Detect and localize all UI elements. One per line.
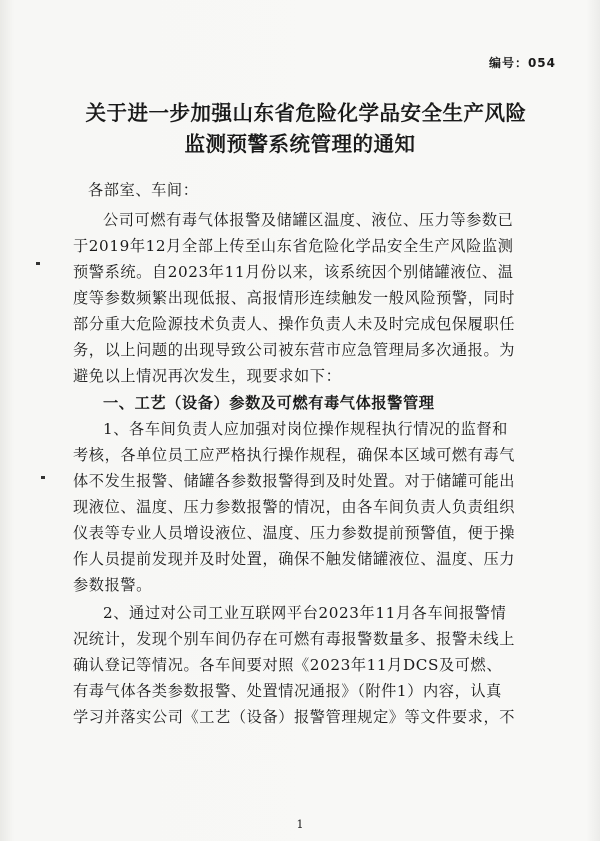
item-1-line: 体不发生报警、储罐各参数报警得到及时处置。对于储罐可能出 <box>73 472 516 490</box>
paragraph-line: 务，以上问题的出现导致公司被东营市应急管理局多次通报。为 <box>73 341 516 359</box>
item-1-line: 仪表等专业人员增设液位、温度、压力参数提前预警值，便于操 <box>73 524 516 542</box>
paragraph-line: 度等参数频繁出现低报、高报情形连续触发一般风险预警，同时 <box>73 289 516 307</box>
section-heading: 一、工艺（设备）参数及可燃有毒气体报警管理 <box>103 394 435 412</box>
item-2-line: 有毒气体各类参数报警、处置情况通报》（附件1）内容，认真 <box>73 682 502 700</box>
item-2-line: 确认登记等情况。各车间要对照《2023年11月DCS及可燃、 <box>73 656 503 674</box>
paragraph-line: 避免以上情况再次发生，现要求如下： <box>73 367 342 385</box>
salutation: 各部室、车间： <box>88 181 199 199</box>
document-number: 编号：054 <box>488 56 556 70</box>
paragraph-line: 于2019年12月全部上传至山东省危险化学品安全生产风险监测 <box>73 237 514 255</box>
item-1-line: 作人员提前发现并及时处置，确保不触发储罐液位、温度、压力 <box>73 550 516 568</box>
item-1-line: 现液位、温度、压力参数报警的情况，由各车间负责人负责组织 <box>73 498 516 516</box>
item-2-line: 况统计，发现个别车间仍存在可燃有毒报警数量多、报警未线上 <box>73 630 516 648</box>
document-title-line-1: 关于进一步加强山东省危险化学品安全生产风险 <box>85 101 527 125</box>
paragraph-line: 部分重大危险源技术负责人、操作负责人未及时完成包保履职任 <box>73 315 516 333</box>
scan-mark <box>36 262 40 265</box>
item-1-line: 考核，各单位员工应严格执行操作规程，确保本区域可燃有毒气 <box>73 446 516 464</box>
item-2-line: 2、通过对公司工业互联网平台2023年11月各车间报警情 <box>103 604 507 622</box>
paragraph-line: 公司可燃有毒气体报警及储罐区温度、液位、压力等参数已 <box>103 211 514 229</box>
paragraph-line: 预警系统。自2023年11月份以来，该系统因个别储罐液位、温 <box>73 263 514 281</box>
page-number: 1 <box>296 818 304 831</box>
document-title-line-2: 监测预警系统管理的通知 <box>184 132 416 156</box>
scan-mark <box>41 476 45 479</box>
item-1-line: 1、各车间负责人应加强对岗位操作规程执行情况的监督和 <box>103 420 508 438</box>
item-2-line: 学习并落实公司《工艺（设备）报警管理规定》等文件要求，不 <box>73 708 516 726</box>
item-1-line: 参数报警。 <box>73 576 152 594</box>
